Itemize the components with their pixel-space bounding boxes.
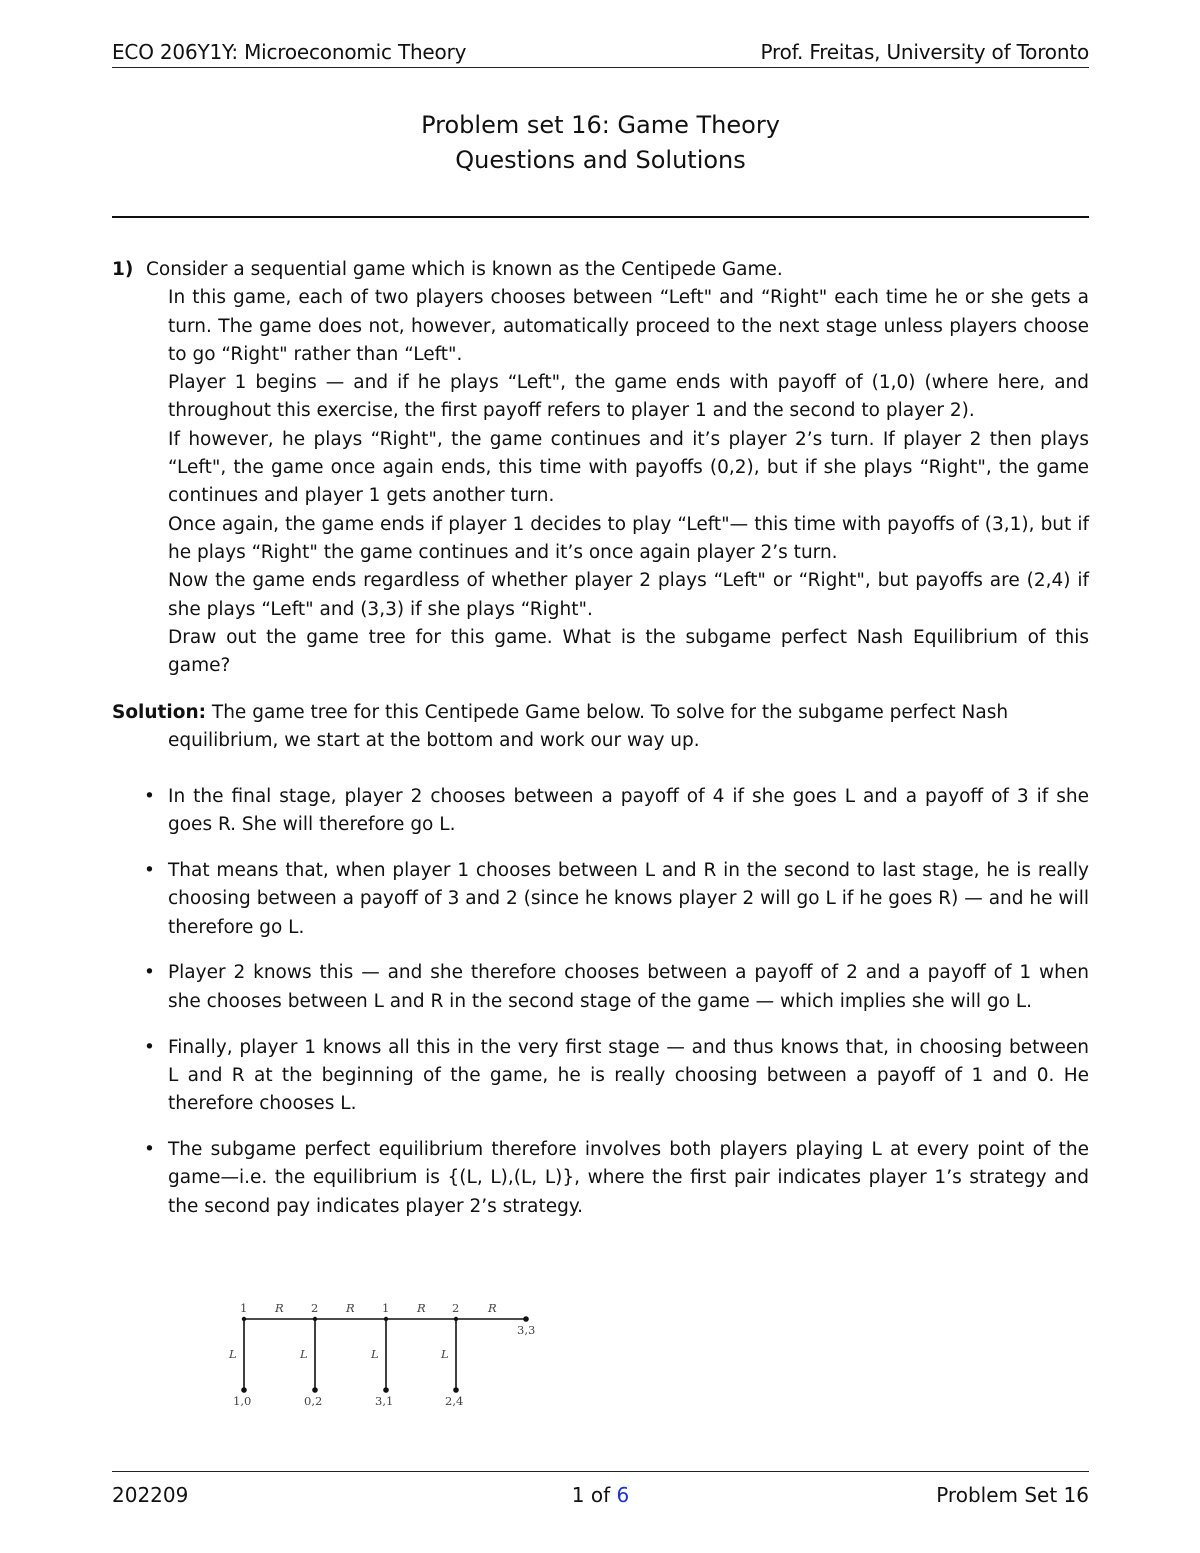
move-label-right: R [346, 1301, 355, 1315]
tree-node [242, 1317, 246, 1321]
tree-terminal [383, 1387, 389, 1393]
tree-node [454, 1317, 458, 1321]
payoff-label: 1,0 [233, 1394, 252, 1408]
list-item: • That means that, when player 1 chooses between L and R in the second to last stage, he is really choosing between a payoff of 3 and 2 (since he knows player 2 will go L if he goes R) — and he will therefore go L. [144, 860, 1089, 938]
tree-node [313, 1317, 317, 1321]
move-label-right: R [275, 1301, 284, 1315]
payoff-label: 3,1 [375, 1394, 394, 1408]
question-1 [112, 256, 1089, 680]
move-label-right: R [488, 1301, 497, 1315]
footer-title: Problem Set 16 [936, 1483, 1089, 1507]
list-item: • Finally, player 1 knows all this in the very first stage — and thus knows that, in choosing between L and R at the beginning of the game, he is really choosing between a payoff of 1 and 0. He therefore chooses L. [144, 1036, 1089, 1115]
question-body [168, 284, 1089, 680]
question-intro: Consider a sequential game which is known as the Centipede Game. [146, 259, 783, 280]
question-number: 1) [112, 259, 134, 280]
solution-label: Solution: [112, 702, 207, 723]
question-paragraph: Once again, the game ends if player 1 decides to play “Left"— this time with payoffs of (3,1), but if he plays “Right" the game continues and it’s once again player 2’s turn. [168, 513, 1089, 563]
header-instructor: Prof. Freitas, University of Toronto [760, 40, 1089, 64]
list-item: • In the final stage, player 2 chooses between a payoff of 4 if she goes L and a payoff of 3 if she goes R. She will therefore go L. [144, 786, 1089, 836]
payoff-label: 3,3 [517, 1323, 536, 1337]
tree-terminal [523, 1316, 529, 1322]
payoff-label: 2,4 [445, 1394, 464, 1408]
page-header [112, 38, 1089, 66]
tree-terminal [312, 1387, 318, 1393]
solution-intro: The game tree for this Centipede Game below. To solve for the subgame perfect Nash [211, 702, 1009, 723]
move-label-left: L [300, 1347, 308, 1361]
player-label: 1 [240, 1301, 248, 1315]
title-line-1: Problem set 16: Game Theory [421, 111, 780, 139]
player-label: 2 [452, 1301, 460, 1315]
question-paragraph: In this game, each of two players chooses between “Left" and “Right" each time he or she gets a turn. The game does not, however, automatically proceed to the next stage unless players choose to go “Right" rather than “Left". [168, 287, 1089, 365]
document-title [112, 108, 1089, 178]
question-paragraph: Draw out the game tree for this game. What is the subgame perfect Nash Equilibrium of this game? [168, 626, 1089, 677]
footer-rule [112, 1471, 1089, 1472]
move-label-left: L [371, 1347, 379, 1361]
page-number: 1 of 6 [571, 1483, 630, 1507]
solution-intro-cont: equilibrium, we start at the bottom and work our way up. [168, 730, 700, 752]
list-item: • Player 2 knows this — and she therefore chooses between a payoff of 2 and a payoff of 1 when she chooses between L and R in the second stage of the game — which implies she will go L. [144, 962, 1089, 1012]
move-label-right: R [417, 1301, 426, 1315]
header-rule [112, 67, 1089, 68]
player-label: 1 [382, 1301, 390, 1315]
payoff-label: 0,2 [304, 1394, 323, 1408]
total-pages-link[interactable]: 6 [616, 1483, 630, 1507]
tree-terminal [453, 1387, 459, 1393]
move-label-left: L [229, 1347, 237, 1361]
header-course: ECO 206Y1Y: Microeconomic Theory [112, 40, 467, 64]
solution-steps [112, 783, 1089, 1238]
footer-date: 202209 [112, 1483, 189, 1507]
list-item: • The subgame perfect equilibrium therefore involves both players playing L at every point of the game—i.e. the equilibrium is {(L, L),(L, L)}, where the first pair indicates player 1’s strategy and the second pay indicates player 2’s strategy. [144, 1138, 1089, 1217]
question-paragraph: Player 1 begins — and if he plays “Left", the game ends with payoff of (1,0) (where here, and throughout this exercise, the first payoff refers to player 1 and the second to player 2). [168, 372, 1089, 422]
tree-terminal [241, 1387, 247, 1393]
tree-node [384, 1317, 388, 1321]
question-paragraph: If however, he plays “Right", the game continues and it’s player 2’s turn. If player 2 then plays “Left", the game once again ends, this time with payoffs (0,2), but if she plays “Right", the game continues and player 1 gets another turn. [168, 428, 1089, 507]
title-line-2: Questions and Solutions [455, 146, 746, 174]
solution [112, 699, 1089, 756]
title-rule [112, 216, 1089, 218]
game-tree-diagram [112, 1290, 572, 1430]
move-label-left: L [441, 1347, 449, 1361]
question-paragraph: Now the game ends regardless of whether player 2 plays “Left" or “Right", but payoffs are (2,4) if she plays “Left" and (3,3) if she plays “Right". [168, 570, 1089, 620]
player-label: 2 [311, 1301, 319, 1315]
